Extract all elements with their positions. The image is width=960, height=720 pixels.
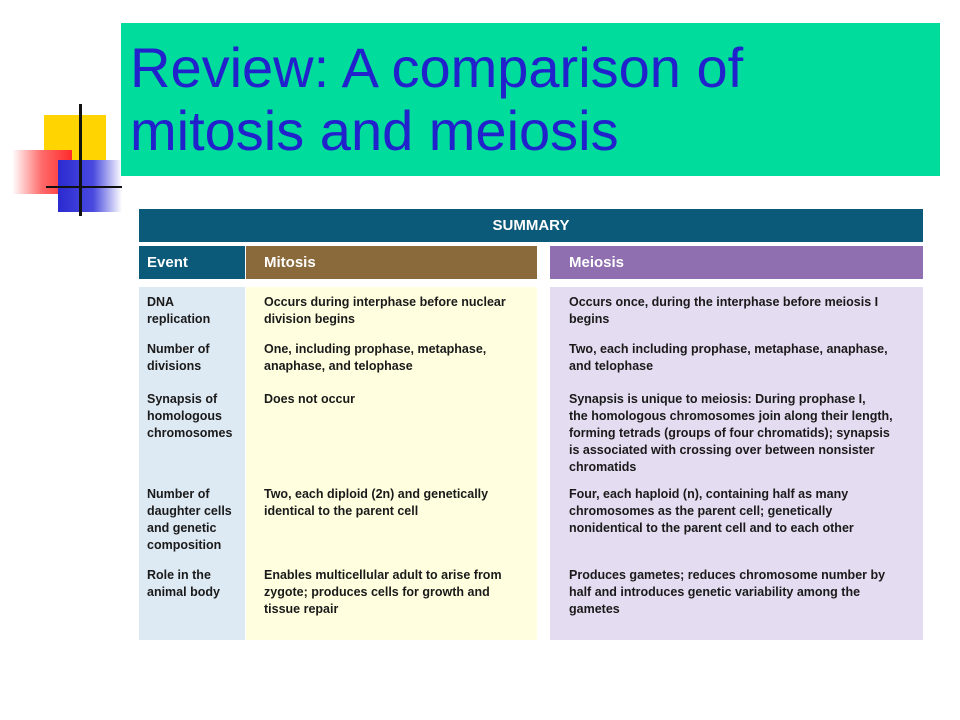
cell-line: Role in the: [147, 568, 211, 582]
cell-line: Occurs during interphase before nuclear: [264, 295, 506, 309]
slide-title: [130, 36, 930, 162]
cell-line: Produces gametes; reduces chromosome number by: [569, 568, 886, 582]
mitosis-column-header: Mitosis: [246, 246, 537, 279]
cell-line: nonidentical to the parent cell and to each other: [569, 521, 854, 535]
cell-line: chromosomes: [147, 426, 233, 440]
cell-line: animal body: [147, 585, 220, 599]
cell-line: One, including prophase, metaphase,: [264, 342, 487, 356]
row-1-event-cell: [147, 294, 247, 328]
cell-line: begins: [569, 312, 610, 326]
row-1-mitosis-cell: [264, 294, 534, 328]
cell-line: divisions: [147, 359, 202, 373]
cell-line: tissue repair: [264, 602, 339, 616]
cell-line: and genetic: [147, 521, 217, 535]
title-line-1: Review: A comparison of: [130, 36, 744, 99]
cell-line: Synapsis of: [147, 392, 218, 406]
row-3-event-cell: [147, 391, 247, 442]
cell-line: composition: [147, 538, 222, 552]
row-2-mitosis-cell: [264, 341, 534, 375]
cell-line: Number of: [147, 342, 210, 356]
row-2-event-cell: [147, 341, 247, 375]
cell-line: homologous: [147, 409, 222, 423]
event-column-header: Event: [139, 246, 245, 279]
row-4-event-cell: [147, 486, 247, 554]
cell-line: half and introduces genetic variability among the: [569, 585, 861, 599]
decorative-horizontal-line: [46, 186, 122, 188]
cell-line: Enables multicellular adult to arise from: [264, 568, 502, 582]
row-3-mitosis-cell: [264, 391, 534, 408]
cell-line: gametes: [569, 602, 620, 616]
row-3-meiosis-cell: [569, 391, 921, 476]
cell-line: anaphase, and telophase: [264, 359, 413, 373]
cell-line: is associated with crossing over between nonsister: [569, 443, 875, 457]
cell-line: Synapsis is unique to meiosis: During prophase I,: [569, 392, 866, 406]
cell-line: the homologous chromosomes join along their length,: [569, 409, 893, 423]
cell-line: chromosomes as the parent cell; genetically: [569, 504, 833, 518]
row-5-event-cell: [147, 567, 247, 601]
cell-line: chromatids: [569, 460, 637, 474]
cell-line: zygote; produces cells for growth and: [264, 585, 490, 599]
cell-line: Number of: [147, 487, 210, 501]
meiosis-column-header: Meiosis: [550, 246, 923, 279]
cell-line: Occurs once, during the interphase before meiosis I: [569, 295, 879, 309]
row-4-meiosis-cell: [569, 486, 921, 537]
cell-line: Two, each including prophase, metaphase, anaphase,: [569, 342, 888, 356]
cell-line: division begins: [264, 312, 355, 326]
cell-line: daughter cells: [147, 504, 232, 518]
decorative-vertical-line: [79, 104, 82, 216]
cell-line: and telophase: [569, 359, 654, 373]
cell-line: Two, each diploid (2n) and genetically: [264, 487, 489, 501]
summary-header: SUMMARY: [139, 209, 923, 242]
row-5-mitosis-cell: [264, 567, 534, 618]
cell-line: DNA: [147, 295, 175, 309]
cell-line: forming tetrads (groups of four chromatids); synapsis: [569, 426, 890, 440]
cell-line: Does not occur: [264, 392, 355, 406]
row-4-mitosis-cell: [264, 486, 534, 520]
row-5-meiosis-cell: [569, 567, 921, 618]
row-2-meiosis-cell: [569, 341, 921, 375]
cell-line: identical to the parent cell: [264, 504, 419, 518]
title-line-2: mitosis and meiosis: [130, 99, 619, 162]
cell-line: Four, each haploid (n), containing half as many: [569, 487, 849, 501]
row-1-meiosis-cell: [569, 294, 921, 328]
cell-line: replication: [147, 312, 211, 326]
